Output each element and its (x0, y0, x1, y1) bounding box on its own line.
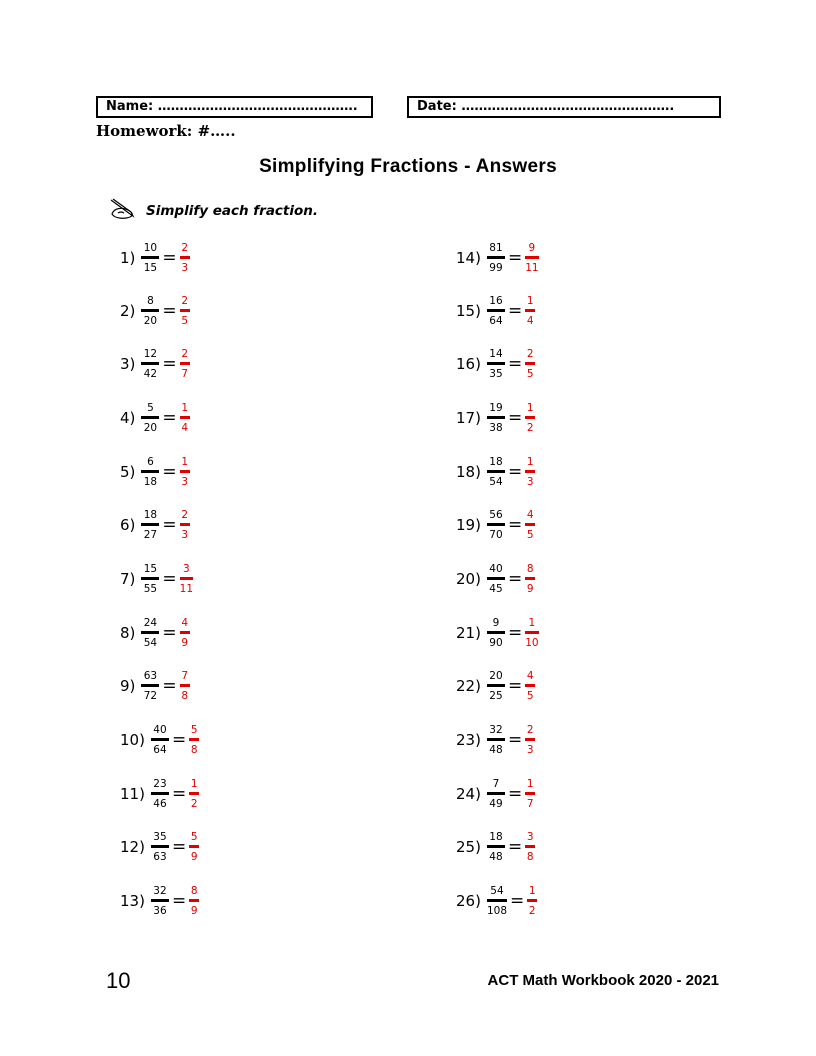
problem-number: 25) (456, 838, 481, 856)
denominator: 48 (489, 851, 503, 863)
denominator: 42 (143, 368, 158, 380)
answer-denominator: 4 (526, 315, 534, 327)
answer-fraction (180, 242, 190, 274)
answer-numerator: 3 (526, 831, 534, 843)
fraction-bar (525, 845, 535, 848)
equals-sign: = (507, 515, 523, 535)
answer-denominator: 9 (190, 905, 198, 917)
denominator: 36 (153, 905, 167, 917)
problem-number: 8) (120, 624, 136, 642)
answer-numerator: 1 (526, 295, 534, 307)
problem-item (456, 452, 535, 492)
equals-sign: = (510, 891, 525, 911)
equals-sign: = (162, 515, 177, 535)
fraction-bar (525, 309, 535, 312)
fraction-bar (487, 523, 505, 526)
fraction-bar (487, 470, 505, 473)
answer-fraction (525, 242, 538, 274)
answer-denominator: 11 (179, 583, 194, 595)
numerator: 12 (143, 348, 158, 360)
answer-numerator: 1 (190, 778, 198, 790)
question-fraction (487, 456, 505, 488)
equals-sign: = (507, 837, 523, 857)
answer-fraction (180, 348, 190, 380)
fraction-bar (151, 899, 169, 902)
question-fraction (141, 242, 159, 274)
denominator: 15 (143, 262, 158, 274)
instruction-text: Simplify each fraction. (146, 203, 319, 219)
problem-number: 5) (120, 463, 136, 481)
answer-numerator: 2 (181, 509, 188, 521)
question-fraction (141, 563, 159, 595)
equals-sign: = (171, 730, 187, 750)
fraction-bar (180, 577, 193, 580)
problem-number: 23) (456, 731, 481, 749)
answer-fraction (525, 402, 535, 434)
fraction-bar (487, 684, 505, 687)
numerator: 23 (153, 778, 167, 790)
question-fraction (487, 670, 505, 702)
answer-numerator: 1 (526, 402, 534, 414)
equals-sign: = (507, 623, 523, 643)
answer-denominator: 8 (190, 744, 198, 756)
answer-numerator: 2 (526, 348, 534, 360)
numerator: 5 (147, 402, 154, 414)
answer-fraction (180, 670, 190, 702)
answer-denominator: 5 (181, 315, 188, 327)
answer-denominator: 9 (526, 583, 534, 595)
instruction (108, 198, 318, 224)
equals-sign: = (507, 730, 523, 750)
fraction-bar (487, 631, 505, 634)
equals-sign: = (507, 784, 523, 804)
answer-fraction (189, 831, 199, 863)
denominator: 46 (153, 798, 167, 810)
homework-label: Homework: #….. (96, 122, 236, 140)
fraction-bar (525, 416, 535, 419)
answer-denominator: 2 (190, 798, 198, 810)
problem-item (120, 720, 199, 760)
question-fraction (487, 402, 505, 434)
problem-number: 3) (120, 355, 136, 373)
question-fraction (487, 617, 505, 649)
fraction-bar (487, 577, 505, 580)
question-fraction (487, 724, 505, 756)
answer-fraction (527, 885, 537, 917)
equals-sign: = (162, 301, 177, 321)
problem-item (120, 344, 190, 384)
answer-fraction (525, 509, 535, 541)
equals-sign: = (507, 676, 523, 696)
denominator: 20 (143, 422, 158, 434)
fraction-bar (525, 577, 535, 580)
numerator: 54 (490, 885, 504, 897)
question-fraction (487, 295, 505, 327)
fraction-bar (527, 899, 537, 902)
equals-sign: = (162, 248, 177, 268)
numerator: 24 (143, 617, 158, 629)
answer-numerator: 5 (190, 831, 198, 843)
answer-fraction (180, 509, 190, 541)
problem-item (456, 881, 537, 921)
answer-numerator: 1 (526, 456, 534, 468)
answer-denominator: 9 (181, 637, 188, 649)
book-title: ACT Math Workbook 2020 - 2021 (487, 972, 719, 989)
answer-denominator: 7 (526, 798, 534, 810)
problem-item (120, 238, 190, 278)
answer-numerator: 2 (181, 295, 188, 307)
answer-denominator: 9 (190, 851, 198, 863)
answer-denominator: 8 (526, 851, 534, 863)
problem-item (456, 720, 535, 760)
fraction-bar (141, 577, 159, 580)
question-fraction (151, 778, 169, 810)
equals-sign: = (171, 891, 187, 911)
denominator: 70 (489, 529, 503, 541)
fraction-bar (525, 631, 538, 634)
problem-item (120, 559, 193, 599)
problem-number: 7) (120, 570, 136, 588)
problem-number: 10) (120, 731, 145, 749)
question-fraction (151, 724, 169, 756)
denominator: 54 (143, 637, 158, 649)
answer-fraction (189, 724, 199, 756)
fraction-bar (141, 416, 159, 419)
fraction-bar (180, 684, 190, 687)
answer-denominator: 11 (525, 262, 539, 274)
problem-number: 13) (120, 892, 145, 910)
denominator: 108 (486, 905, 507, 917)
answer-fraction (189, 778, 199, 810)
answer-denominator: 5 (526, 368, 534, 380)
numerator: 63 (143, 670, 158, 682)
answer-numerator: 4 (181, 617, 188, 629)
problem-number: 20) (456, 570, 481, 588)
fraction-bar (141, 470, 159, 473)
answer-numerator: 9 (528, 242, 536, 254)
answer-numerator: 7 (181, 670, 188, 682)
problem-item (120, 774, 199, 814)
denominator: 54 (489, 476, 503, 488)
answer-numerator: 1 (181, 402, 188, 414)
numerator: 40 (153, 724, 167, 736)
fraction-bar (180, 470, 190, 473)
answer-fraction (180, 402, 190, 434)
problem-number: 2) (120, 302, 136, 320)
problem-number: 11) (120, 785, 145, 803)
numerator: 19 (489, 402, 503, 414)
problem-number: 14) (456, 249, 481, 267)
answer-numerator: 1 (526, 778, 534, 790)
answer-denominator: 2 (526, 422, 534, 434)
problem-number: 21) (456, 624, 481, 642)
problem-item (456, 613, 539, 653)
problem-number: 4) (120, 409, 136, 427)
problem-item (120, 291, 190, 331)
answer-denominator: 3 (181, 476, 188, 488)
numerator: 16 (489, 295, 503, 307)
equals-sign: = (507, 301, 523, 321)
answer-denominator: 4 (181, 422, 188, 434)
equals-sign: = (162, 408, 177, 428)
equals-sign: = (162, 676, 177, 696)
problem-number: 19) (456, 516, 481, 534)
question-fraction (151, 831, 169, 863)
fraction-bar (487, 416, 505, 419)
equals-sign: = (162, 569, 177, 589)
answer-numerator: 2 (526, 724, 534, 736)
page-number: 10 (106, 968, 131, 993)
numerator: 81 (489, 242, 503, 254)
fraction-bar (189, 738, 199, 741)
equals-sign: = (507, 462, 523, 482)
question-fraction (487, 348, 505, 380)
numerator: 18 (489, 456, 503, 468)
fraction-bar (189, 899, 199, 902)
question-fraction (151, 885, 169, 917)
equals-sign: = (162, 354, 177, 374)
answer-denominator: 5 (526, 690, 534, 702)
numerator: 20 (489, 670, 503, 682)
answer-fraction (180, 563, 193, 595)
problem-number: 22) (456, 677, 481, 695)
denominator: 64 (153, 744, 167, 756)
numerator: 18 (143, 509, 158, 521)
problem-item (456, 344, 535, 384)
question-fraction (141, 670, 159, 702)
answer-fraction (525, 456, 535, 488)
denominator: 72 (143, 690, 158, 702)
answer-fraction (525, 724, 535, 756)
question-fraction (141, 402, 159, 434)
answer-denominator: 2 (528, 905, 536, 917)
problem-number: 16) (456, 355, 481, 373)
numerator: 8 (147, 295, 154, 307)
answer-numerator: 8 (190, 885, 198, 897)
problem-item (456, 238, 539, 278)
fraction-bar (180, 631, 190, 634)
fraction-bar (141, 523, 159, 526)
numerator: 32 (489, 724, 503, 736)
fraction-bar (180, 523, 190, 526)
fraction-bar (487, 738, 505, 741)
problem-item (120, 827, 199, 867)
problem-item (120, 613, 190, 653)
fraction-bar (180, 416, 190, 419)
denominator: 49 (489, 798, 503, 810)
answer-numerator: 2 (181, 242, 188, 254)
fraction-bar (487, 309, 505, 312)
fraction-bar (141, 256, 159, 259)
equals-sign: = (507, 408, 523, 428)
fraction-bar (141, 684, 159, 687)
answer-numerator: 8 (526, 563, 534, 575)
page-title: Simplifying Fractions - Answers (259, 156, 557, 177)
answer-denominator: 3 (526, 476, 534, 488)
fraction-bar (487, 256, 505, 259)
answer-denominator: 5 (526, 529, 534, 541)
denominator: 45 (489, 583, 503, 595)
problem-item (120, 452, 190, 492)
answer-fraction (525, 348, 535, 380)
name-field: Name: ………………………………………. (96, 96, 373, 118)
fraction-bar (151, 845, 169, 848)
problem-number: 18) (456, 463, 481, 481)
fraction-bar (525, 362, 535, 365)
fraction-bar (525, 738, 535, 741)
answer-numerator: 1 (181, 456, 188, 468)
question-fraction (141, 348, 159, 380)
answer-numerator: 1 (528, 617, 536, 629)
pencil-writing-icon (108, 198, 138, 224)
question-fraction (487, 885, 507, 917)
equals-sign: = (507, 354, 523, 374)
problem-item (456, 827, 535, 867)
problem-number: 24) (456, 785, 481, 803)
answer-denominator: 3 (526, 744, 534, 756)
numerator: 56 (489, 509, 503, 521)
answer-fraction (180, 617, 190, 649)
fraction-bar (525, 523, 535, 526)
question-fraction (141, 456, 159, 488)
fraction-bar (487, 845, 505, 848)
answer-numerator: 3 (183, 563, 190, 575)
answer-denominator: 3 (181, 262, 188, 274)
denominator: 18 (143, 476, 158, 488)
answer-denominator: 10 (525, 637, 539, 649)
fraction-bar (151, 738, 169, 741)
question-fraction (487, 831, 505, 863)
numerator: 10 (143, 242, 158, 254)
denominator: 99 (489, 262, 503, 274)
problem-item (456, 666, 535, 706)
equals-sign: = (171, 837, 187, 857)
fraction-bar (180, 256, 190, 259)
problem-number: 26) (456, 892, 481, 910)
problem-number: 9) (120, 677, 136, 695)
equals-sign: = (162, 623, 177, 643)
problem-item (456, 398, 535, 438)
denominator: 55 (143, 583, 158, 595)
numerator: 6 (147, 456, 154, 468)
fraction-bar (141, 309, 159, 312)
numerator: 35 (153, 831, 167, 843)
numerator: 32 (153, 885, 167, 897)
answer-fraction (525, 295, 535, 327)
answer-numerator: 4 (526, 670, 534, 682)
numerator: 9 (492, 617, 500, 629)
question-fraction (487, 242, 505, 274)
fraction-bar (189, 845, 199, 848)
question-fraction (141, 295, 159, 327)
answer-fraction (525, 670, 535, 702)
fraction-bar (487, 362, 505, 365)
problem-number: 12) (120, 838, 145, 856)
numerator: 14 (489, 348, 503, 360)
problem-item (456, 505, 535, 545)
problem-item (120, 398, 190, 438)
problem-item (456, 774, 535, 814)
problem-number: 17) (456, 409, 481, 427)
denominator: 27 (143, 529, 158, 541)
answer-fraction (189, 885, 199, 917)
denominator: 25 (489, 690, 503, 702)
answer-numerator: 2 (181, 348, 188, 360)
fraction-bar (189, 792, 199, 795)
fraction-bar (180, 362, 190, 365)
fraction-bar (525, 470, 535, 473)
date-field: Date: …………………………………………. (407, 96, 721, 118)
denominator: 64 (489, 315, 503, 327)
equals-sign: = (171, 784, 187, 804)
answer-fraction (525, 778, 535, 810)
problem-item (456, 559, 535, 599)
denominator: 20 (143, 315, 158, 327)
fraction-bar (151, 792, 169, 795)
problem-item (120, 881, 199, 921)
fraction-bar (141, 631, 159, 634)
answer-fraction (525, 831, 535, 863)
answer-denominator: 7 (181, 368, 188, 380)
answer-numerator: 4 (526, 509, 534, 521)
denominator: 48 (489, 744, 503, 756)
fraction-bar (180, 309, 190, 312)
denominator: 38 (489, 422, 503, 434)
question-fraction (487, 563, 505, 595)
problem-item (120, 505, 190, 545)
fraction-bar (525, 792, 535, 795)
answer-fraction (180, 295, 190, 327)
fraction-bar (487, 792, 505, 795)
question-fraction (141, 617, 159, 649)
fraction-bar (487, 899, 507, 902)
problem-number: 15) (456, 302, 481, 320)
answer-fraction (525, 617, 538, 649)
denominator: 63 (153, 851, 167, 863)
numerator: 7 (492, 778, 500, 790)
numerator: 18 (489, 831, 503, 843)
problem-item (120, 666, 190, 706)
answer-numerator: 1 (528, 885, 536, 897)
problem-item (456, 291, 535, 331)
numerator: 40 (489, 563, 503, 575)
numerator: 15 (143, 563, 158, 575)
equals-sign: = (507, 569, 523, 589)
equals-sign: = (162, 462, 177, 482)
answer-denominator: 3 (181, 529, 188, 541)
denominator: 35 (489, 368, 503, 380)
question-fraction (141, 509, 159, 541)
question-fraction (487, 509, 505, 541)
fraction-bar (525, 684, 535, 687)
equals-sign: = (507, 248, 523, 268)
fraction-bar (525, 256, 538, 259)
problem-number: 6) (120, 516, 136, 534)
fraction-bar (141, 362, 159, 365)
answer-fraction (525, 563, 535, 595)
problem-number: 1) (120, 249, 136, 267)
question-fraction (487, 778, 505, 810)
answer-numerator: 5 (190, 724, 198, 736)
denominator: 90 (489, 637, 503, 649)
answer-fraction (180, 456, 190, 488)
answer-denominator: 8 (181, 690, 188, 702)
